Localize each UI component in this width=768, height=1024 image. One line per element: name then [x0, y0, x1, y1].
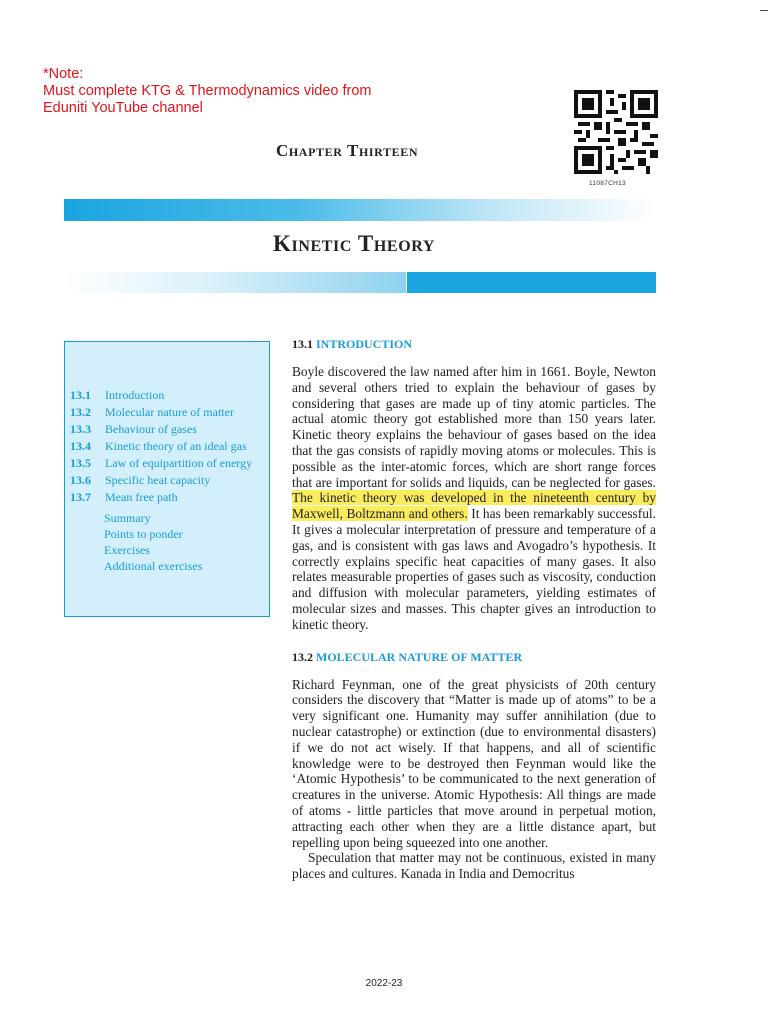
toc-item[interactable] [70, 438, 267, 455]
section-number: 13.2 [292, 649, 313, 664]
page-footer-year: 2022-23 [365, 978, 403, 989]
molecular-nature-paragraph: Richard Feynman, one of the great physicists of 20th century considers the discovery that “Matter is made up of atoms” to be a very significant one. Humanity may suffer annihilation (due to nuclear catastrophe) or extinction (due to environmental disasters) if we do not act wisely. If that happens, and all of scientific knowledge were to be destroyed then Feynman would like the ‘Atomic Hypothesis’ to be communicated to the next generation of creatures in the universe. Atomic Hypothesis: All things are made of atoms - little particles that move around in perpetual motion, attracting each other when they are a little distance apart, but repelling upon being squeezed into one another. [292, 676, 656, 850]
toc-list [70, 387, 267, 506]
toc-item[interactable] [70, 421, 267, 438]
qr-code-icon [574, 90, 658, 174]
note-block [43, 66, 403, 117]
toc-item-label: Law of equipartition of energy [105, 456, 253, 470]
section-heading-introduction [292, 336, 656, 352]
note-line: *Note: [43, 66, 84, 82]
bottom-solid-band [407, 272, 656, 293]
toc-item[interactable] [70, 489, 267, 506]
toc-item-label: Molecular nature of matter [105, 405, 234, 419]
toc-item-number: 13.3 [70, 422, 91, 436]
section-title: MOLECULAR NATURE OF MATTER [316, 649, 523, 664]
toc-extra-item[interactable]: Additional exercises [104, 559, 203, 573]
toc-item-number: 13.1 [70, 388, 91, 402]
note-line: Eduniti YouTube channel [43, 100, 203, 116]
introduction-paragraph [292, 364, 656, 633]
toc-extra-item[interactable]: Exercises [104, 543, 150, 557]
paragraph-text: It has been remarkably successful. It gives a molecular interpretation of pressure and temperature of a gas, and is consistent with gas laws and Avogadro’s hypothesis. It correctly explains specific heat capacities of many gases. It also relates measurable properties of gases such as viscosity, conduction and diffusion with molecular parameters, yielding estimates of molecular sizes and masses. This chapter gives an introduction to kinetic theory. [292, 506, 656, 632]
toc-extra-item[interactable]: Summary [104, 511, 151, 525]
speculation-paragraph: Speculation that matter may not be continuous, existed in many places and cultures. Kanada in India and Democritus [292, 850, 656, 882]
toc-item-label: Behaviour of gases [105, 422, 197, 436]
bottom-gradient-band [64, 272, 406, 293]
section-title: INTRODUCTION [316, 337, 413, 351]
toc-item-number: 13.4 [70, 439, 91, 453]
toc-item[interactable] [70, 387, 267, 404]
toc-item-label: Introduction [105, 388, 165, 402]
note-line: Must complete KTG & Thermodynamics video from [43, 83, 372, 99]
toc-extra-item[interactable]: Points to ponder [104, 527, 183, 541]
chapter-label: Chapter Thirteen [276, 141, 419, 160]
toc-item-label: Kinetic theory of an ideal gas [105, 439, 247, 453]
table-of-contents [64, 341, 270, 617]
toc-item[interactable] [70, 472, 267, 489]
chapter-title: Kinetic Theory [273, 231, 435, 256]
qr-code-label: 11087CH13 [589, 180, 626, 187]
toc-item-label: Specific heat capacity [105, 473, 211, 487]
section-heading-molecular-nature [292, 649, 656, 665]
top-gradient-band [64, 199, 656, 221]
highlighted-text: The kinetic theory was developed in the nineteenth century by Maxwell, Boltzmann and others. [292, 490, 656, 522]
toc-item[interactable] [70, 455, 267, 472]
toc-item-number: 13.5 [70, 456, 91, 470]
toc-extras [104, 510, 202, 574]
toc-item-number: 13.7 [70, 490, 91, 504]
page-edge-dash [760, 10, 768, 11]
toc-item-number: 13.6 [70, 473, 91, 487]
toc-item-number: 13.2 [70, 405, 91, 419]
section-number: 13.1 [292, 337, 313, 351]
toc-item[interactable] [70, 404, 267, 421]
main-text-column [292, 336, 656, 882]
toc-item-label: Mean free path [105, 490, 178, 504]
paragraph-text: Boyle discovered the law named after him in 1661. Boyle, Newton and several others tried to explain the behaviour of gases by considering that gases are made up of tiny atomic particles. The actual atomic theory got established more than 150 years later. Kinetic theory explains the behaviour of gases based on the idea that the gas consists of rapidly moving atoms or molecules. This is possible as the inter-atomic forces, which are short range forces that are important for solids and liquids, can be neglected for gases. [292, 364, 656, 490]
